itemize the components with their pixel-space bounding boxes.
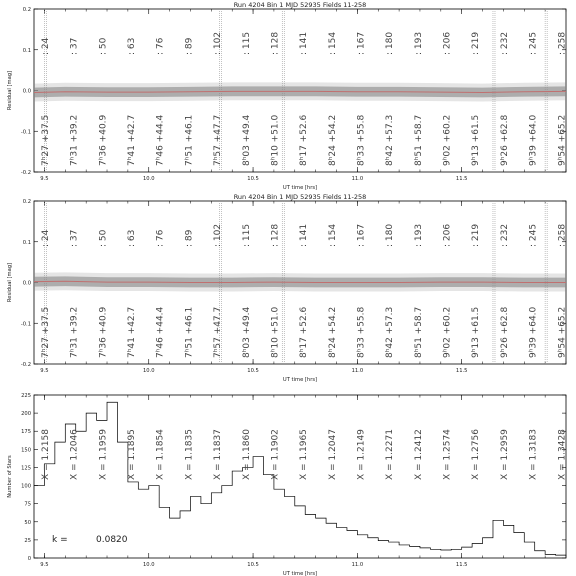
coord-label: 8ʰ03 +49.4 (241, 306, 252, 358)
field-label: : 89 (184, 229, 195, 247)
coord-label: 8ʰ03 +49.4 (241, 114, 252, 166)
y-axis-label: Number of Stars (7, 455, 13, 498)
field-label: : 180 (385, 223, 396, 247)
coord-label: 9ʰ39 +64.0 (528, 306, 539, 358)
field-label: : 219 (471, 31, 482, 55)
y-tick-label: 0.0 (22, 88, 31, 95)
field-label: : 37 (69, 37, 80, 55)
coord-label: 8ʰ24 +54.2 (327, 306, 338, 358)
y-tick-label: 0.1 (22, 239, 31, 246)
x-tick-label: 10.5 (247, 368, 259, 374)
airmass-label: X = 1.1835 (184, 429, 195, 480)
field-label: : 167 (356, 31, 367, 55)
airmass-label: X = 1.1854 (155, 429, 166, 480)
airmass-label: X = 1.2574 (442, 429, 453, 480)
y-tick-label: -0.1 (20, 129, 31, 136)
y-tick-label: 25 (24, 537, 31, 544)
field-label: : 180 (385, 31, 396, 55)
panel-title: Run 4204 Bin 1 MJD 52935 Fields 11-258 (233, 193, 367, 201)
field-label: : 50 (98, 37, 109, 55)
x-axis-label: UT time [hrs] (282, 377, 318, 383)
coord-label: 8ʰ33 +55.8 (356, 114, 367, 166)
airmass-label: X = 1.2959 (499, 429, 510, 480)
y-tick-label: 75 (24, 501, 31, 508)
field-label: : 102 (213, 223, 224, 247)
airmass-label: X = 1.1959 (98, 429, 109, 480)
x-tick-label: 11.5 (455, 562, 468, 568)
field-label: : 115 (241, 31, 252, 55)
x-tick-label: 10.5 (247, 176, 259, 182)
field-label: : 89 (184, 37, 195, 55)
field-label: : 24 (41, 37, 51, 55)
field-label: : 154 (327, 31, 338, 55)
x-tick-label: 11.5 (455, 176, 468, 182)
y-tick-label: -0.2 (20, 170, 31, 176)
x-tick-label: 9.5 (40, 368, 49, 374)
coord-label: 7ʰ27 +37.5 (41, 306, 51, 358)
coord-label: 8ʰ42 +57.3 (385, 306, 396, 358)
coord-label: 7ʰ57 +47.7 (213, 114, 224, 166)
field-label: : 206 (442, 31, 453, 55)
x-tick-label: 11.0 (351, 368, 364, 374)
coord-label: 9ʰ39 +64.0 (528, 114, 539, 166)
field-label: : 245 (528, 223, 539, 247)
airmass-label: X = 1.2047 (327, 429, 338, 480)
y-tick-label: 0.2 (22, 7, 31, 13)
y-tick-label: 225 (21, 393, 31, 399)
airmass-label: X = 1.2158 (41, 429, 51, 480)
airmass-label: X = 1.1895 (127, 429, 138, 480)
field-label: : 245 (528, 31, 539, 55)
x-tick-label: 10.5 (247, 562, 259, 568)
coord-label: 7ʰ41 +42.7 (127, 114, 138, 166)
field-label: : 219 (471, 223, 482, 247)
airmass-label: X = 1.2756 (471, 429, 482, 480)
coord-label: 9ʰ54 +65.2 (557, 114, 568, 166)
coord-label: 8ʰ17 +52.6 (299, 306, 310, 358)
field-label: : 63 (127, 37, 138, 55)
panel-1 (7, 1, 567, 191)
field-label: : 50 (98, 229, 109, 247)
field-label: : 115 (241, 223, 252, 247)
x-tick-label: 10.0 (142, 368, 155, 374)
coord-label: 7ʰ36 +40.9 (98, 306, 109, 358)
field-label: : 128 (270, 31, 281, 55)
x-tick-label: 9.5 (40, 176, 49, 182)
field-label: : 206 (442, 223, 453, 247)
coord-label: 7ʰ51 +46.1 (184, 306, 195, 358)
y-tick-label: 0.0 (22, 280, 31, 287)
y-tick-label: 100 (21, 483, 31, 490)
coord-label: 9ʰ26 +62.8 (499, 114, 510, 166)
field-label: : 193 (413, 223, 424, 247)
coord-label: 7ʰ31 +39.2 (69, 114, 80, 166)
panel-3 (7, 393, 567, 576)
airmass-label: X = 1.1860 (241, 429, 252, 480)
coord-label: 7ʰ46 +44.4 (155, 306, 166, 358)
airmass-label: X = 1.1965 (299, 429, 310, 480)
coord-label: 8ʰ51 +58.7 (413, 114, 424, 166)
field-label: : 141 (299, 31, 310, 55)
x-tick-label: 9.5 (40, 562, 49, 568)
field-label: : 232 (499, 223, 510, 247)
coord-label: 7ʰ41 +42.7 (127, 306, 138, 358)
coord-label: 8ʰ10 +51.0 (270, 114, 281, 166)
x-tick-label: 10.0 (142, 176, 155, 182)
coord-label: 7ʰ57 +47.7 (213, 306, 224, 358)
coord-label: 8ʰ42 +57.3 (385, 114, 396, 166)
coord-label: 9ʰ54 +65.2 (557, 306, 568, 358)
field-label: : 232 (499, 31, 510, 55)
y-tick-label: -0.1 (20, 321, 31, 328)
y-tick-label: 0.1 (22, 47, 31, 54)
k-value: 0.0820 (96, 535, 128, 545)
field-label: : 193 (413, 31, 424, 55)
coord-label: 9ʰ13 +61.5 (471, 114, 482, 166)
airmass-label: X = 1.2149 (356, 429, 367, 480)
field-label: : 258 (557, 223, 568, 247)
airmass-label: X = 1.1837 (213, 429, 224, 480)
field-label: : 76 (155, 37, 166, 55)
coord-label: 7ʰ36 +40.9 (98, 114, 109, 166)
field-label: : 258 (557, 31, 568, 55)
field-label: : 102 (213, 31, 224, 55)
field-label: : 63 (127, 229, 138, 247)
field-label: : 76 (155, 229, 166, 247)
field-label: : 154 (327, 223, 338, 247)
k-label: k = (52, 535, 68, 545)
y-tick-label: 125 (21, 465, 31, 472)
coord-label: 9ʰ26 +62.8 (499, 306, 510, 358)
airmass-label: X = 1.2412 (413, 429, 424, 480)
coord-label: 8ʰ10 +51.0 (270, 306, 281, 358)
coord-label: 8ʰ33 +55.8 (356, 306, 367, 358)
field-label: : 37 (69, 229, 80, 247)
panel-2 (7, 193, 567, 383)
x-tick-label: 11.0 (351, 562, 364, 568)
panel-title: Run 4204 Bin 1 MJD 52935 Fields 11-258 (233, 1, 367, 9)
y-tick-label: 175 (21, 429, 31, 436)
y-axis-label: Residual [mag] (7, 262, 13, 303)
coord-label: 9ʰ13 +61.5 (471, 306, 482, 358)
x-tick-label: 10.0 (142, 562, 155, 568)
airmass-label: X = 1.1902 (270, 429, 281, 480)
field-label: : 167 (356, 223, 367, 247)
coord-label: 7ʰ51 +46.1 (184, 114, 195, 166)
x-axis-label: UT time [hrs] (282, 571, 318, 576)
x-tick-label: 11.0 (351, 176, 364, 182)
y-tick-label: -0.2 (20, 362, 31, 368)
y-tick-label: 200 (21, 411, 31, 418)
y-tick-label: 0.2 (22, 199, 31, 205)
y-axis-label: Residual [mag] (7, 70, 13, 111)
x-tick-label: 11.5 (455, 368, 468, 374)
y-tick-label: 50 (24, 519, 31, 526)
coord-label: 7ʰ46 +44.4 (155, 114, 166, 166)
airmass-label: X = 1.2271 (385, 429, 396, 480)
airmass-label: X = 1.2046 (69, 429, 80, 480)
coord-label: 9ʰ02 +60.2 (442, 114, 453, 166)
coord-label: 7ʰ27 +37.5 (41, 114, 51, 166)
field-label: : 141 (299, 223, 310, 247)
y-tick-label: 150 (21, 447, 31, 454)
airmass-label: X = 1.3428 (557, 429, 568, 480)
coord-label: 8ʰ17 +52.6 (299, 114, 310, 166)
coord-label: 7ʰ31 +39.2 (69, 306, 80, 358)
coord-label: 9ʰ02 +60.2 (442, 306, 453, 358)
coord-label: 8ʰ24 +54.2 (327, 114, 338, 166)
airmass-label: X = 1.3183 (528, 429, 539, 480)
y-tick-label: 0 (27, 556, 31, 562)
x-axis-label: UT time [hrs] (282, 185, 318, 191)
coord-label: 8ʰ51 +58.7 (413, 306, 424, 358)
field-label: : 24 (41, 229, 51, 247)
field-label: : 128 (270, 223, 281, 247)
